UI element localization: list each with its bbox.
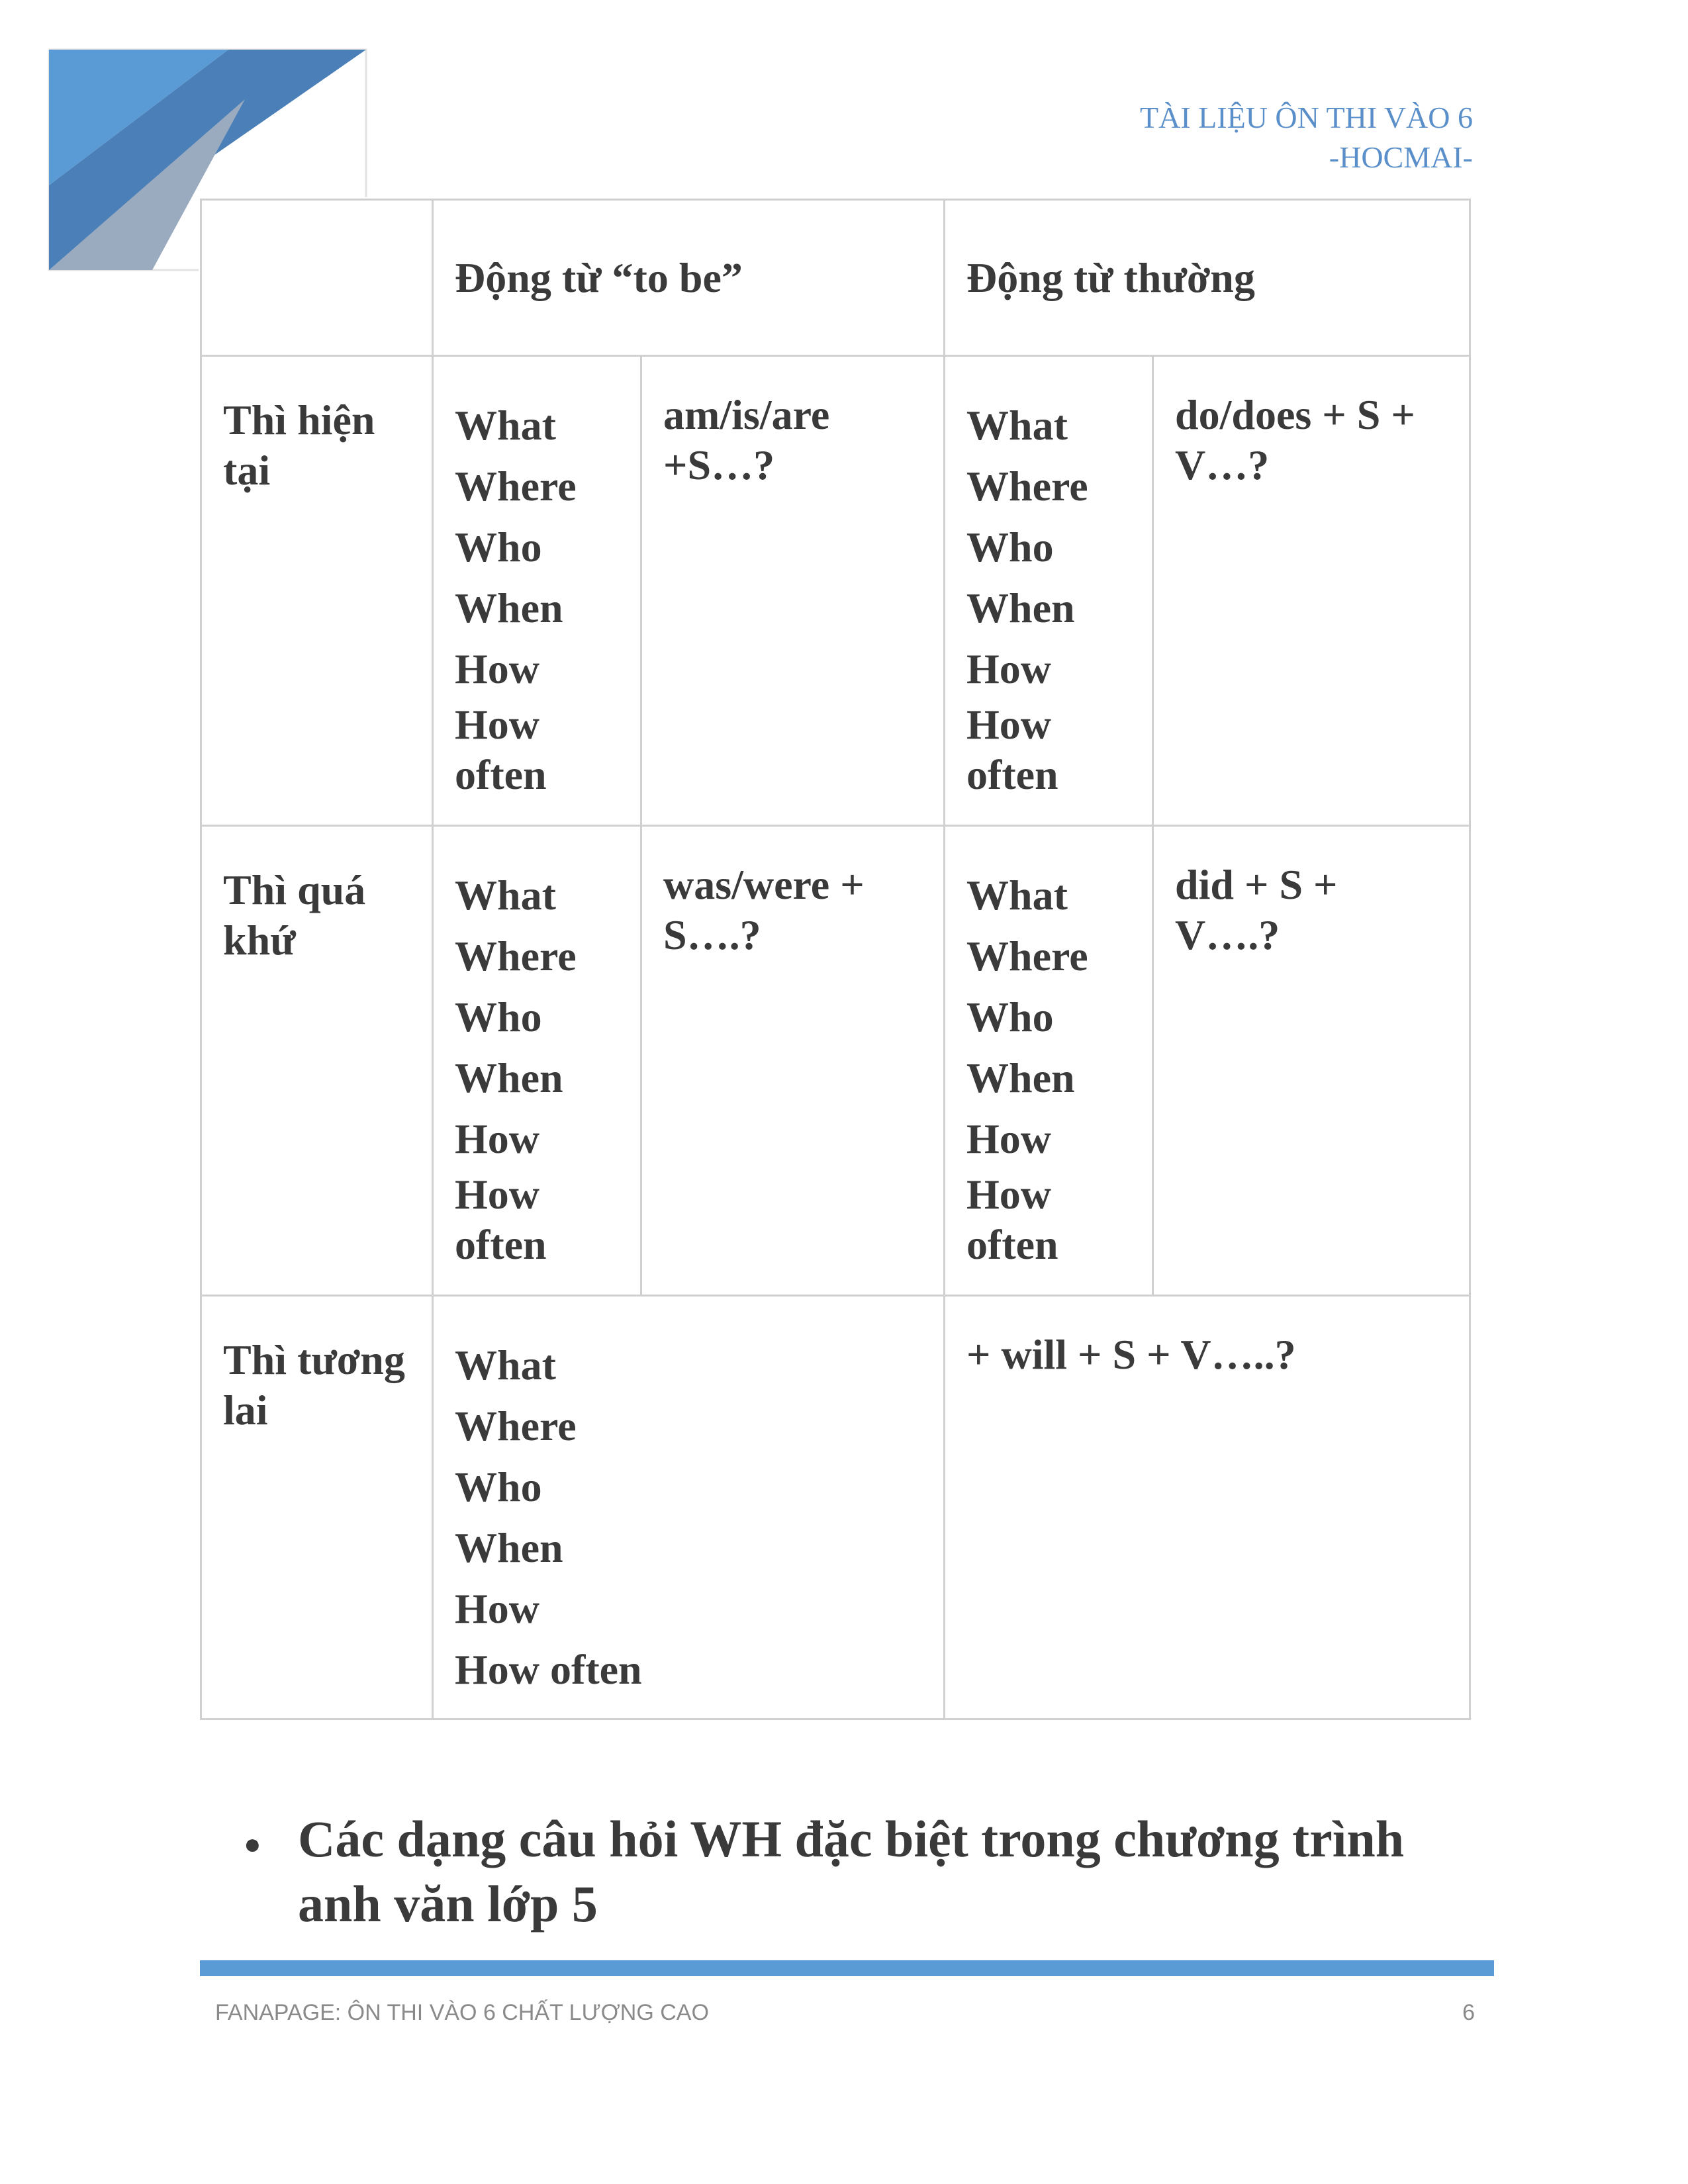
table-header-to-be: Động từ “to be” (433, 200, 945, 356)
wh-word: How often (966, 701, 1058, 798)
wh-word: How (455, 645, 539, 692)
wh-word: Where (455, 463, 577, 510)
wh-word: What (455, 402, 556, 449)
wh-word: When (966, 1054, 1075, 1101)
page-number: 6 (1462, 2000, 1475, 2025)
wh-word: What (966, 402, 1068, 449)
wh-words-cell (433, 826, 641, 1296)
wh-word: Who (966, 523, 1054, 570)
formula-cell: am/is/are +S…? (641, 356, 945, 826)
formula-cell: did + S + V….? (1153, 826, 1470, 1296)
wh-word: Who (455, 1463, 542, 1510)
wh-word: Who (455, 523, 542, 570)
table-row (201, 826, 1470, 1296)
wh-word: When (455, 1054, 563, 1101)
wh-word: Who (455, 993, 542, 1040)
wh-word: How (455, 1115, 539, 1162)
wh-word: When (455, 1524, 563, 1571)
tense-label: Thì hiện tại (201, 356, 433, 826)
wh-words-cell (945, 356, 1153, 826)
table-row (201, 1296, 1470, 1719)
footer-fanpage: FANAPAGE: ÔN THI VÀO 6 CHẤT LƯỢNG CAO (215, 2000, 709, 2025)
header-subtitle: -HOCMAI- (1329, 140, 1473, 174)
wh-word: Where (455, 933, 577, 979)
wh-words-cell (433, 1296, 945, 1719)
wh-words-cell (433, 356, 641, 826)
wh-word: Where (966, 933, 1088, 979)
wh-word: How often (966, 1171, 1058, 1268)
wh-word: How (966, 645, 1051, 692)
wh-word: How (455, 1585, 539, 1632)
tense-label: Thì quá khứ (201, 826, 433, 1296)
wh-word: When (455, 584, 563, 631)
table-header-empty (201, 200, 433, 356)
wh-word: How (966, 1115, 1051, 1162)
wh-word: How often (455, 1646, 642, 1693)
wh-word: What (455, 1342, 556, 1388)
formula-cell: was/were + S….? (641, 826, 945, 1296)
bullet-icon: ● (244, 1828, 261, 1860)
wh-word: What (455, 872, 556, 919)
wh-word: How often (455, 701, 547, 798)
table-row (201, 356, 1470, 826)
wh-question-table (200, 199, 1471, 1720)
wh-word: Where (966, 463, 1088, 510)
document-header (1140, 98, 1473, 177)
table-header-row (201, 200, 1470, 356)
wh-word: How often (455, 1171, 547, 1268)
table-header-ordinary-verb: Động từ thường (945, 200, 1470, 356)
tense-label: Thì tương lai (201, 1296, 433, 1719)
footer-divider (200, 1960, 1494, 1976)
header-title: TÀI LIỆU ÔN THI VÀO 6 (1140, 101, 1473, 134)
wh-words-cell (945, 826, 1153, 1296)
wh-word: What (966, 872, 1068, 919)
wh-word: When (966, 584, 1075, 631)
formula-cell: do/does + S + V…? (1153, 356, 1470, 826)
section-heading-text: Các dạng câu hỏi WH đặc biệt trong chương trình anh văn lớp 5 (298, 1810, 1405, 1933)
formula-cell: + will + S + V…..? (945, 1296, 1470, 1719)
wh-word: Where (455, 1402, 577, 1449)
wh-word: Who (966, 993, 1054, 1040)
